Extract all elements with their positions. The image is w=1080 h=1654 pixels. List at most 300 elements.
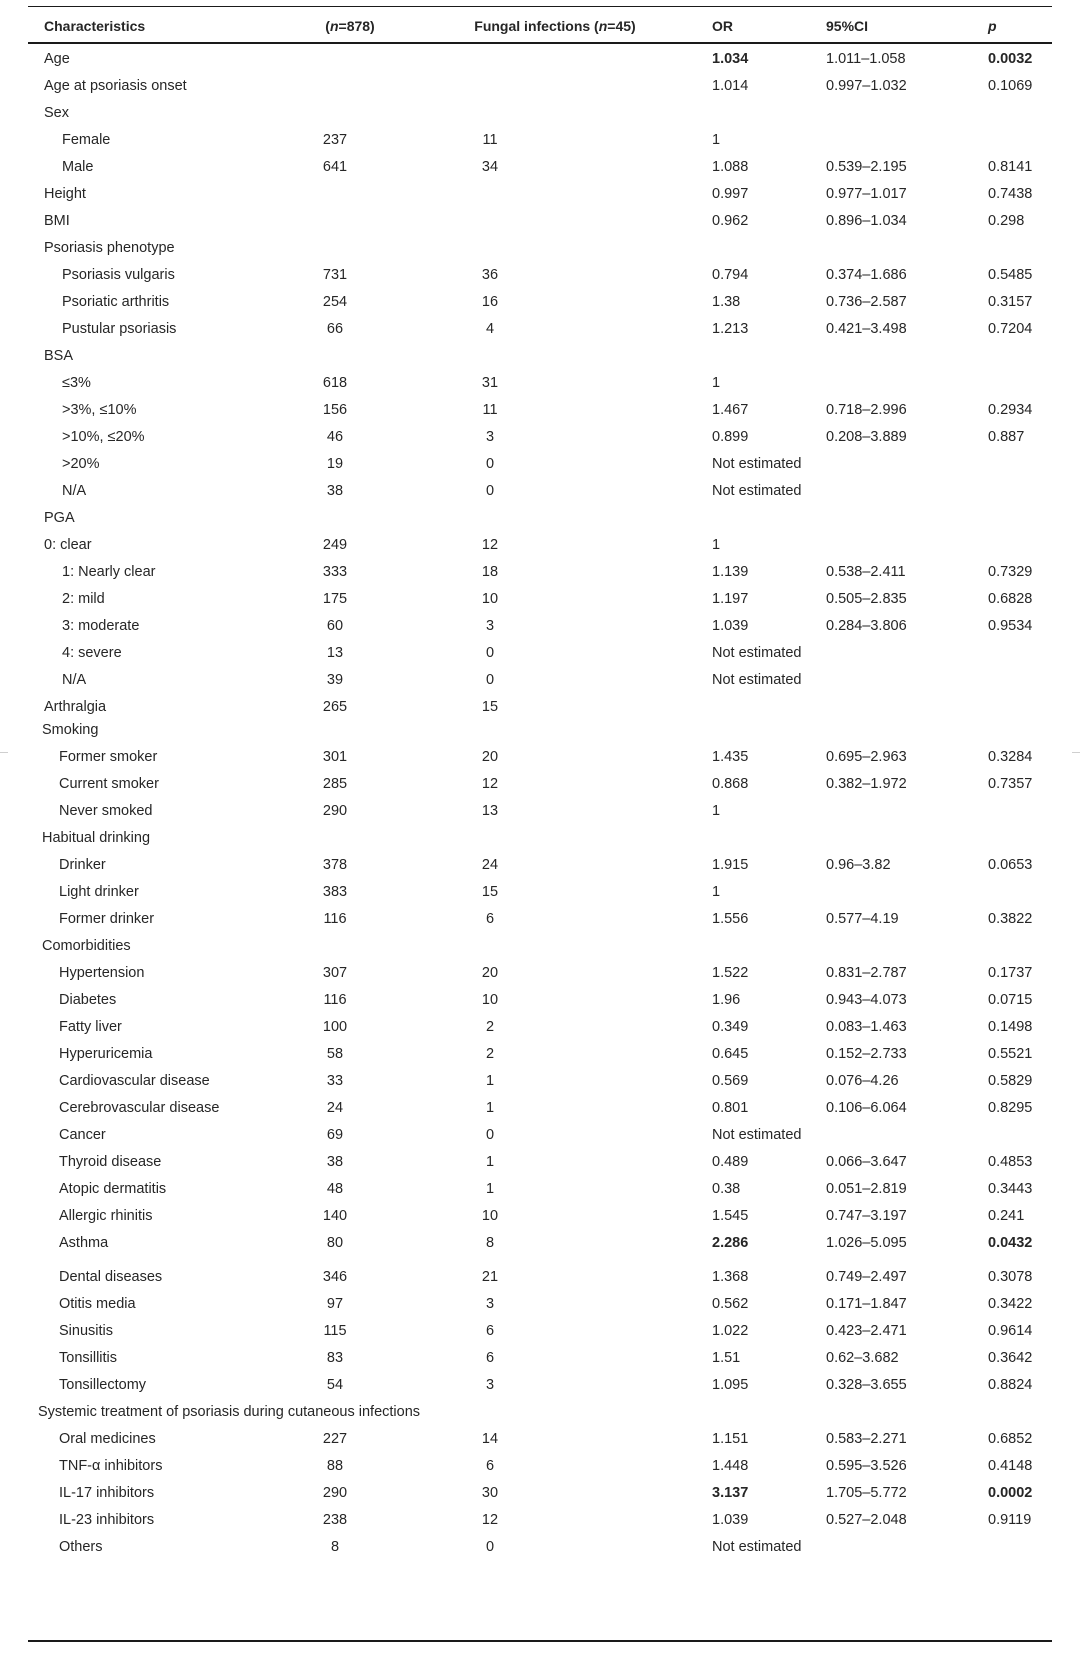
cell-total-n: 175 — [322, 591, 348, 607]
cell-fungal-n: 3 — [485, 429, 495, 445]
cell-p: 0.4853 — [988, 1154, 1033, 1170]
row-label: Age — [44, 51, 70, 67]
cell-p: 0.2934 — [988, 402, 1033, 418]
table-row — [0, 504, 1080, 532]
cell-p: 0.0432 — [988, 1235, 1033, 1251]
row-label: Never smoked — [59, 803, 153, 819]
row-label: Atopic dermatitis — [59, 1181, 167, 1197]
cell-or: Not estimated — [712, 456, 802, 472]
row-label: >20% — [62, 456, 100, 472]
cell-ci: 0.595–3.526 — [826, 1458, 907, 1474]
cell-total-n: 333 — [322, 564, 348, 580]
table-row — [0, 234, 1080, 262]
table-row — [0, 126, 1080, 154]
cell-ci: 0.374–1.686 — [826, 267, 907, 283]
row-label: Cerebrovascular disease — [59, 1100, 220, 1116]
cell-or: 1.556 — [712, 911, 749, 927]
table-row — [0, 45, 1080, 73]
cell-total-n: 249 — [322, 537, 348, 553]
table-row — [0, 1175, 1080, 1203]
cell-fungal-n: 10 — [481, 992, 499, 1008]
row-label: Height — [44, 186, 86, 202]
cell-fungal-n: 8 — [485, 1235, 495, 1251]
cell-total-n: 731 — [322, 267, 348, 283]
cell-total-n: 13 — [326, 645, 344, 661]
cell-or: 1.088 — [712, 159, 749, 175]
cell-p: 0.3078 — [988, 1269, 1033, 1285]
cell-or: 0.801 — [712, 1100, 749, 1116]
cell-fungal-n: 4 — [485, 321, 495, 337]
table-row — [0, 1040, 1080, 1068]
row-label: Psoriatic arthritis — [62, 294, 170, 310]
table-row — [0, 261, 1080, 289]
table-row — [0, 1290, 1080, 1318]
table-row — [0, 1263, 1080, 1291]
row-label: Psoriasis phenotype — [44, 240, 175, 256]
cell-fungal-n: 0 — [485, 456, 495, 472]
cell-p: 0.7329 — [988, 564, 1033, 580]
cell-total-n: 115 — [323, 1323, 347, 1339]
row-label: Allergic rhinitis — [59, 1208, 153, 1224]
table-row — [0, 531, 1080, 559]
cell-or: 1.38 — [712, 294, 741, 310]
cell-p: 0.3443 — [988, 1181, 1033, 1197]
row-label: Hypertension — [59, 965, 145, 981]
cell-ci: 0.747–3.197 — [826, 1208, 907, 1224]
cell-fungal-n: 11 — [482, 402, 498, 418]
cell-total-n: 97 — [326, 1296, 344, 1312]
row-label: BSA — [44, 348, 74, 364]
row-label: Former drinker — [59, 911, 155, 927]
table-row — [0, 1094, 1080, 1122]
cell-p: 0.8141 — [988, 159, 1033, 175]
cell-p: 0.4148 — [988, 1458, 1033, 1474]
cell-ci: 0.171–1.847 — [826, 1296, 907, 1312]
cell-total-n: 301 — [322, 749, 348, 765]
cell-or: 1.915 — [712, 857, 749, 873]
cell-ci: 0.943–4.073 — [826, 992, 907, 1008]
row-label: Psoriasis vulgaris — [62, 267, 175, 283]
cell-or: 1.039 — [712, 1512, 749, 1528]
header-fungal-infections: Fungal infections (n=45) — [474, 18, 636, 34]
cell-p: 0.7438 — [988, 186, 1033, 202]
table-row — [0, 423, 1080, 451]
cell-fungal-n: 2 — [485, 1019, 495, 1035]
table-row — [0, 851, 1080, 879]
row-label: PGA — [44, 510, 75, 526]
cell-p: 0.5485 — [988, 267, 1033, 283]
table-row — [0, 342, 1080, 370]
cell-ci: 0.066–3.647 — [826, 1154, 907, 1170]
cell-fungal-n: 14 — [481, 1431, 499, 1447]
cell-total-n: 227 — [322, 1431, 348, 1447]
cell-or: Not estimated — [712, 672, 802, 688]
cell-or: 0.562 — [712, 1296, 749, 1312]
cell-ci: 0.538–2.411 — [826, 564, 906, 580]
cell-total-n: 100 — [322, 1019, 348, 1035]
cell-fungal-n: 1 — [485, 1073, 495, 1089]
cell-p: 0.7204 — [988, 321, 1033, 337]
cell-or: 1.095 — [712, 1377, 749, 1393]
cell-fungal-n: 6 — [485, 911, 495, 927]
cell-or: Not estimated — [712, 645, 802, 661]
table-row — [0, 905, 1080, 933]
cell-p: 0.6828 — [988, 591, 1033, 607]
cell-p: 0.3822 — [988, 911, 1033, 927]
row-label: Male — [62, 159, 94, 175]
cell-total-n: 33 — [326, 1073, 344, 1089]
cell-p: 0.0653 — [988, 857, 1033, 873]
cell-or: 1 — [712, 375, 721, 391]
margin-tick-left — [0, 752, 8, 753]
table-row — [0, 639, 1080, 667]
bottom-rule — [28, 1640, 1052, 1642]
row-label: Otitis media — [59, 1296, 136, 1312]
row-label: BMI — [44, 213, 70, 229]
header-total-n: (n=878) — [325, 18, 375, 34]
row-label: Age at psoriasis onset — [44, 78, 187, 94]
row-label: Drinker — [59, 857, 106, 873]
cell-fungal-n: 0 — [485, 672, 495, 688]
cell-total-n: 24 — [326, 1100, 344, 1116]
cell-total-n: 307 — [322, 965, 348, 981]
cell-fungal-n: 16 — [481, 294, 499, 310]
table-row — [0, 99, 1080, 127]
row-label: Others — [59, 1539, 103, 1555]
cell-or: 1.545 — [712, 1208, 749, 1224]
cell-or: Not estimated — [712, 483, 802, 499]
table-row — [0, 1202, 1080, 1230]
cell-total-n: 641 — [322, 159, 348, 175]
table-row — [0, 315, 1080, 343]
header-p: p — [988, 18, 997, 34]
top-rule — [28, 6, 1052, 7]
table-row — [0, 932, 1080, 960]
cell-ci: 0.539–2.195 — [826, 159, 907, 175]
header-rule — [28, 42, 1052, 44]
cell-total-n: 254 — [322, 294, 348, 310]
header-characteristics: Characteristics — [44, 18, 146, 34]
table-row — [0, 1317, 1080, 1345]
table-row — [0, 558, 1080, 586]
cell-or: 0.899 — [712, 429, 749, 445]
header-or: OR — [712, 18, 733, 34]
cell-or: 1 — [712, 537, 721, 553]
row-label: 1: Nearly clear — [62, 564, 156, 580]
row-label: >10%, ≤20% — [62, 429, 145, 445]
cell-p: 0.7357 — [988, 776, 1033, 792]
cell-or: 1.522 — [712, 965, 749, 981]
cell-fungal-n: 0 — [485, 1539, 495, 1555]
row-label: Systemic treatment of psoriasis during cutaneous infections — [38, 1404, 421, 1420]
table-row — [0, 1229, 1080, 1257]
cell-total-n: 265 — [322, 699, 348, 715]
cell-fungal-n: 20 — [481, 965, 499, 981]
table-row — [0, 743, 1080, 771]
cell-fungal-n: 1 — [485, 1100, 495, 1116]
cell-ci: 1.026–5.095 — [826, 1235, 907, 1251]
row-label: Comorbidities — [42, 938, 131, 954]
cell-fungal-n: 34 — [481, 159, 499, 175]
row-label: Female — [62, 132, 111, 148]
cell-or: 1.51 — [712, 1350, 741, 1366]
row-label: Current smoker — [59, 776, 159, 792]
table-row — [0, 824, 1080, 852]
cell-ci: 1.011–1.058 — [826, 51, 906, 67]
cell-ci: 0.577–4.19 — [826, 911, 899, 927]
table-row — [0, 477, 1080, 505]
cell-ci: 0.831–2.787 — [826, 965, 907, 981]
cell-or: 0.38 — [712, 1181, 741, 1197]
cell-fungal-n: 20 — [481, 749, 499, 765]
row-label: Oral medicines — [59, 1431, 156, 1447]
row-label: IL-17 inhibitors — [59, 1485, 155, 1501]
cell-p: 0.8295 — [988, 1100, 1033, 1116]
margin-tick-right — [1072, 752, 1080, 753]
cell-ci: 1.705–5.772 — [826, 1485, 907, 1501]
table-row — [0, 1506, 1080, 1534]
cell-fungal-n: 15 — [481, 699, 499, 715]
cell-total-n: 237 — [322, 132, 348, 148]
table-row — [0, 1148, 1080, 1176]
row-label: Fatty liver — [59, 1019, 122, 1035]
cell-or: 1.151 — [712, 1431, 749, 1447]
cell-fungal-n: 6 — [485, 1323, 495, 1339]
cell-total-n: 19 — [326, 456, 344, 472]
cell-fungal-n: 1 — [485, 1181, 495, 1197]
table-row — [0, 450, 1080, 478]
cell-or: 1.022 — [712, 1323, 749, 1339]
cell-fungal-n: 0 — [485, 1127, 495, 1143]
cell-ci: 0.328–3.655 — [826, 1377, 907, 1393]
cell-or: 1.014 — [712, 78, 749, 94]
cell-or: 0.794 — [712, 267, 749, 283]
cell-total-n: 290 — [322, 803, 348, 819]
cell-fungal-n: 18 — [481, 564, 499, 580]
table-row — [0, 1121, 1080, 1149]
cell-p: 0.887 — [988, 429, 1025, 445]
cell-or: 0.349 — [712, 1019, 749, 1035]
cell-ci: 0.051–2.819 — [826, 1181, 907, 1197]
table-row — [0, 959, 1080, 987]
cell-total-n: 156 — [322, 402, 348, 418]
cell-fungal-n: 0 — [485, 645, 495, 661]
row-label: Hyperuricemia — [59, 1046, 153, 1062]
cell-fungal-n: 10 — [481, 1208, 499, 1224]
row-label: N/A — [62, 483, 87, 499]
cell-fungal-n: 24 — [481, 857, 499, 873]
row-label: Smoking — [42, 722, 99, 738]
table-row — [0, 612, 1080, 640]
cell-or: 1 — [712, 132, 721, 148]
row-label: 3: moderate — [62, 618, 140, 634]
row-label: Asthma — [59, 1235, 109, 1251]
cell-fungal-n: 6 — [485, 1350, 495, 1366]
cell-or: 0.962 — [712, 213, 749, 229]
cell-or: 0.489 — [712, 1154, 749, 1170]
header-ci: 95%CI — [826, 18, 869, 34]
table-row — [0, 585, 1080, 613]
cell-total-n: 383 — [322, 884, 348, 900]
cell-fungal-n: 13 — [481, 803, 499, 819]
table-row — [0, 1371, 1080, 1399]
row-label: Diabetes — [59, 992, 117, 1008]
cell-or: 1.039 — [712, 618, 749, 634]
row-label: Arthralgia — [44, 699, 107, 715]
cell-p: 0.3157 — [988, 294, 1033, 310]
row-label: TNF-α inhibitors — [59, 1458, 163, 1474]
cell-p: 0.5829 — [988, 1073, 1033, 1089]
cell-fungal-n: 11 — [482, 132, 498, 148]
cell-fungal-n: 3 — [485, 1377, 495, 1393]
table-row — [0, 1067, 1080, 1095]
row-label: Dental diseases — [59, 1269, 163, 1285]
row-label: Habitual drinking — [42, 830, 151, 846]
cell-p: 0.1498 — [988, 1019, 1033, 1035]
table-row — [0, 666, 1080, 694]
row-label: IL-23 inhibitors — [59, 1512, 155, 1528]
cell-fungal-n: 30 — [481, 1485, 499, 1501]
table-row — [0, 770, 1080, 798]
cell-fungal-n: 1 — [485, 1154, 495, 1170]
cell-p: 0.9119 — [988, 1512, 1032, 1528]
cell-total-n: 39 — [326, 672, 344, 688]
row-label: Cardiovascular disease — [59, 1073, 210, 1089]
cell-ci: 0.695–2.963 — [826, 749, 907, 765]
cell-total-n: 140 — [322, 1208, 348, 1224]
cell-ci: 0.076–4.26 — [826, 1073, 899, 1089]
cell-fungal-n: 31 — [481, 375, 499, 391]
cell-or: 1 — [712, 884, 721, 900]
cell-ci: 0.62–3.682 — [826, 1350, 899, 1366]
cell-fungal-n: 15 — [481, 884, 499, 900]
cell-total-n: 66 — [326, 321, 344, 337]
table-row — [0, 1398, 1080, 1426]
cell-fungal-n: 12 — [481, 776, 499, 792]
cell-ci: 0.421–3.498 — [826, 321, 907, 337]
cell-p: 0.0715 — [988, 992, 1033, 1008]
cell-total-n: 116 — [323, 911, 347, 927]
cell-or: 0.645 — [712, 1046, 749, 1062]
cell-total-n: 69 — [326, 1127, 344, 1143]
cell-ci: 0.106–6.064 — [826, 1100, 907, 1116]
cell-fungal-n: 21 — [481, 1269, 499, 1285]
cell-fungal-n: 3 — [485, 618, 495, 634]
cell-ci: 0.96–3.82 — [826, 857, 891, 873]
cell-or: 1.448 — [712, 1458, 749, 1474]
cell-or: 3.137 — [712, 1485, 749, 1501]
cell-total-n: 88 — [326, 1458, 344, 1474]
cell-or: 0.868 — [712, 776, 749, 792]
cell-fungal-n: 3 — [485, 1296, 495, 1312]
cell-ci: 0.583–2.271 — [826, 1431, 907, 1447]
cell-p: 0.5521 — [988, 1046, 1033, 1062]
cell-p: 0.9614 — [988, 1323, 1033, 1339]
cell-total-n: 38 — [326, 1154, 344, 1170]
cell-p: 0.0002 — [988, 1485, 1033, 1501]
table-row — [0, 1479, 1080, 1507]
cell-ci: 0.284–3.806 — [826, 618, 907, 634]
cell-fungal-n: 0 — [485, 483, 495, 499]
cell-p: 0.3642 — [988, 1350, 1033, 1366]
cell-total-n: 83 — [326, 1350, 344, 1366]
table-row — [0, 180, 1080, 208]
cell-total-n: 54 — [326, 1377, 344, 1393]
table-row — [0, 288, 1080, 316]
cell-p: 0.298 — [988, 213, 1025, 229]
cell-ci: 0.718–2.996 — [826, 402, 907, 418]
cell-p: 0.3422 — [988, 1296, 1033, 1312]
row-label: Tonsillitis — [59, 1350, 118, 1366]
table-header — [0, 12, 1080, 40]
cell-total-n: 38 — [326, 483, 344, 499]
row-label: Thyroid disease — [59, 1154, 162, 1170]
cell-total-n: 80 — [326, 1235, 344, 1251]
cell-ci: 0.736–2.587 — [826, 294, 907, 310]
cell-total-n: 290 — [322, 1485, 348, 1501]
row-label: Former smoker — [59, 749, 158, 765]
cell-p: 0.241 — [988, 1208, 1025, 1224]
table-row — [0, 878, 1080, 906]
table-row — [0, 986, 1080, 1014]
cell-ci: 0.152–2.733 — [826, 1046, 907, 1062]
cell-ci: 0.208–3.889 — [826, 429, 907, 445]
row-label: 0: clear — [44, 537, 92, 553]
table-row — [0, 396, 1080, 424]
cell-total-n: 238 — [322, 1512, 348, 1528]
cell-ci: 0.505–2.835 — [826, 591, 907, 607]
cell-fungal-n: 2 — [485, 1046, 495, 1062]
cell-ci: 0.423–2.471 — [826, 1323, 907, 1339]
cell-ci: 0.896–1.034 — [826, 213, 907, 229]
cell-p: 0.1069 — [988, 78, 1033, 94]
cell-p: 0.8824 — [988, 1377, 1033, 1393]
cell-total-n: 116 — [323, 992, 347, 1008]
table-row — [0, 1344, 1080, 1372]
cell-p: 0.0032 — [988, 51, 1033, 67]
table-row — [0, 369, 1080, 397]
cell-p: 0.1737 — [988, 965, 1033, 981]
cell-fungal-n: 12 — [481, 1512, 499, 1528]
cell-ci: 0.527–2.048 — [826, 1512, 907, 1528]
cell-p: 0.9534 — [988, 618, 1033, 634]
cell-or: 1.467 — [712, 402, 749, 418]
cell-total-n: 60 — [326, 618, 344, 634]
cell-or: 1 — [712, 803, 721, 819]
cell-total-n: 58 — [326, 1046, 344, 1062]
table-row — [0, 153, 1080, 181]
table-row — [0, 716, 1080, 744]
cell-p: 0.3284 — [988, 749, 1033, 765]
table-row — [0, 207, 1080, 235]
row-label: N/A — [62, 672, 87, 688]
cell-or: 1.368 — [712, 1269, 749, 1285]
cell-total-n: 48 — [326, 1181, 344, 1197]
cell-or: 0.997 — [712, 186, 749, 202]
cell-or: 1.435 — [712, 749, 749, 765]
cell-ci: 0.749–2.497 — [826, 1269, 907, 1285]
cell-or: Not estimated — [712, 1539, 802, 1555]
cell-or: Not estimated — [712, 1127, 802, 1143]
cell-fungal-n: 36 — [481, 267, 499, 283]
cell-fungal-n: 12 — [481, 537, 499, 553]
cell-total-n: 618 — [322, 375, 348, 391]
row-label: ≤3% — [62, 375, 91, 391]
table-row — [0, 797, 1080, 825]
table-row — [0, 1533, 1080, 1561]
row-label: 4: severe — [62, 645, 122, 661]
table-row — [0, 1425, 1080, 1453]
